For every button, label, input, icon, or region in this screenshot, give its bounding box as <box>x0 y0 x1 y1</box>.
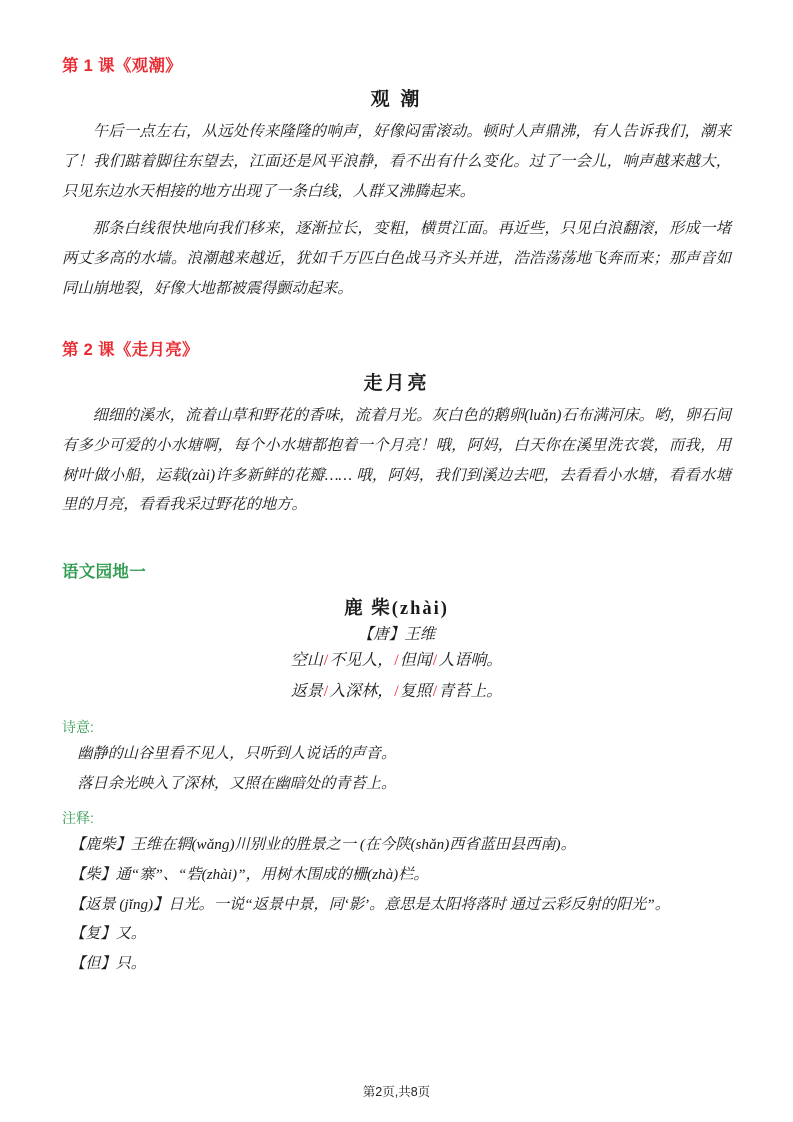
spacer <box>62 318 731 336</box>
spacer <box>62 534 731 558</box>
poem-notes-label: 注释: <box>62 810 94 827</box>
poem-seg: 青苔上。 <box>438 682 503 700</box>
lesson-section-2 <box>62 336 731 520</box>
poem-seg: 复照 <box>399 682 432 700</box>
language-garden-section <box>62 558 731 978</box>
poem-meaning-line-2: 落日余光映入了深林，又照在幽暗处的青苔上。 <box>77 774 397 792</box>
poem-seg: 入深林， <box>329 682 394 700</box>
poem-meaning-line-1: 幽静的山谷里看不见人，只听到人说话的声音。 <box>77 745 397 763</box>
lesson-1-title: 观 潮 <box>370 89 423 110</box>
garden-poem-title: 鹿 柴(zhài) <box>344 599 449 620</box>
slash-mark: / <box>432 682 438 700</box>
poem-note-4: 【复】又。 <box>70 925 146 943</box>
poem-seg: 空山 <box>290 652 323 670</box>
lesson-section-1 <box>62 52 731 304</box>
garden-heading: 语文园地一 <box>62 563 146 582</box>
garden-poem-line-2 <box>62 677 731 707</box>
slash-mark: / <box>394 652 399 670</box>
garden-poem-line-1 <box>62 646 731 676</box>
slash-mark: / <box>323 682 329 700</box>
poem-note-1: 【鹿柴】王维在辋(wǎng)川别业的胜景之一 (在今陕(shǎn)西省蓝田县西南)。 <box>70 836 576 854</box>
page-footer: 第2页,共8页 <box>362 1085 431 1099</box>
poem-seg: 不见人， <box>329 652 394 670</box>
slash-mark: / <box>323 652 329 670</box>
garden-poem-author: 【唐】王维 <box>357 626 436 644</box>
lesson-1-paragraph-2: 那条白线很快地向我们移来，逐渐拉长，变粗，横贯江面。再近些，只见白浪翻滚，形成一堵两丈多高的水墙。浪潮越来越近，犹如千万匹白色战马齐头并进，浩浩荡荡地飞奔而来；那声音如同山崩地裂，好像大地都被震得颤动起来。 <box>62 220 731 298</box>
slash-mark: / <box>394 682 399 700</box>
lesson-2-heading: 第 2 课《走月亮》 <box>62 340 199 359</box>
lesson-1-paragraph-1: 午后一点左右，从远处传来隆隆的响声，好像闷雷滚动。顿时人声鼎沸，有人告诉我们，潮来了！我们踮着脚往东望去，江面还是风平浪静，看不出有什么变化。过了一会儿，响声越来越大，只见东边水天相接的地方出现了一条白线，人群又沸腾起来。 <box>62 123 731 200</box>
poem-note-2: 【柴】通“寨”、“砦(zhài)”，用树木围成的栅(zhà)栏。 <box>70 865 429 883</box>
poem-seg: 返景 <box>290 682 323 700</box>
lesson-2-paragraph-1: 细细的溪水，流着山草和野花的香味，流着月光。灰白色的鹅卵(luǎn)石布满河床。哟，卵石间有多少可爱的小水塘啊，每个小水塘都抱着一个月亮！哦，阿妈，白天你在溪里洗衣裳，而我，用树叶做小船，运载(zài)许多新鲜的花瓣…… 哦，阿妈，我们到溪边去吧，去看看小水塘，看看水塘里的月亮，看看我采过野花的地方。 <box>62 406 731 514</box>
poem-note-5: 【但】只。 <box>70 954 146 972</box>
poem-seg: 人语响。 <box>438 652 503 670</box>
lesson-1-heading: 第 1 课《观潮》 <box>62 57 183 75</box>
poem-seg: 但闻 <box>399 652 432 670</box>
poem-meaning-label: 诗意: <box>62 719 94 736</box>
lesson-2-title: 走月亮 <box>363 372 430 394</box>
poem-note-3: 【返景 (jǐng)】日光。一说“返景中景，同‘影’。意思是太阳将落时 通过云彩反射的阳光”。 <box>70 895 670 913</box>
slash-mark: / <box>432 652 438 670</box>
